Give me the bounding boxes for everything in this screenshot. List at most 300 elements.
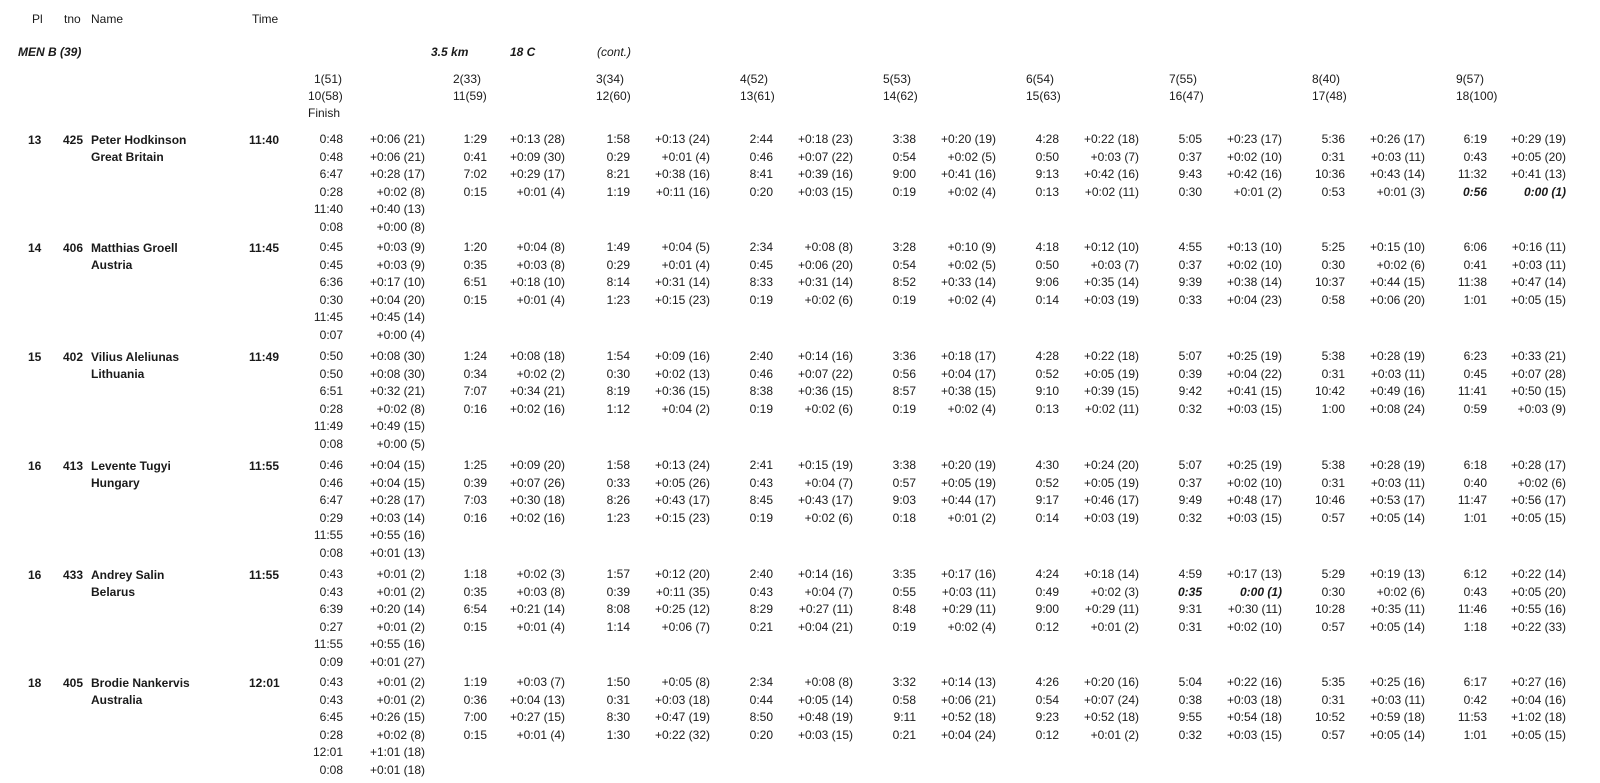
split-time: 1:01	[1463, 292, 1487, 307]
split-time: 8:08	[606, 602, 630, 616]
split-behind: +0:06 (7)	[661, 619, 710, 634]
split-time: 0:56	[892, 366, 916, 381]
split-time: 1:12	[606, 401, 630, 416]
split-time: 9:43	[1178, 167, 1202, 181]
split-behind: +0:04 (2)	[661, 401, 710, 416]
split-time: 7:03	[463, 493, 487, 507]
split-behind: +0:02 (3)	[516, 567, 565, 581]
runner-place: 15	[28, 350, 42, 364]
split-behind: +0:43 (14)	[1369, 167, 1425, 181]
split-time: 1:49	[606, 240, 630, 254]
split-time: 0:43	[749, 475, 773, 490]
runner-place: 18	[28, 676, 42, 690]
split-time: 0:28	[319, 184, 343, 199]
split-behind: +0:44 (15)	[1369, 275, 1425, 289]
split-behind: +0:29 (11)	[1084, 602, 1139, 616]
split-time: 11:47	[1457, 493, 1487, 507]
split-behind: +0:04 (7)	[804, 584, 853, 599]
control-header-label: 2(33)	[453, 72, 482, 86]
split-behind: +0:01 (18)	[369, 762, 425, 777]
split-behind: +1:01 (18)	[369, 745, 425, 759]
split-behind: +0:03 (8)	[516, 584, 565, 599]
split-behind: +0:25 (16)	[1369, 675, 1425, 689]
split-behind: +0:30 (11)	[1227, 602, 1282, 616]
split-time: 0:43	[1463, 149, 1487, 164]
split-behind: +0:09 (20)	[509, 458, 565, 472]
split-time: 0:19	[749, 292, 773, 307]
split-behind: +0:17 (13)	[1226, 567, 1282, 581]
split-time: 1:19	[463, 675, 487, 689]
split-behind: +0:01 (2)	[376, 692, 425, 707]
split-time: 9:17	[1035, 493, 1059, 507]
split-time: 3:32	[892, 675, 916, 689]
split-time: 8:33	[749, 275, 773, 289]
split-time: 1:20	[463, 240, 487, 254]
split-time: 9:03	[892, 493, 916, 507]
split-time: 0:57	[1321, 727, 1345, 742]
split-time: 0:19	[749, 401, 773, 416]
split-time: 6:51	[463, 275, 487, 289]
runner-time: 12:01	[249, 676, 280, 690]
runner-number: 425	[63, 133, 84, 147]
course-temperature: 18 C	[510, 45, 536, 59]
split-behind: +0:04 (17)	[940, 366, 996, 381]
split-time: 0:33	[1178, 292, 1202, 307]
split-behind: +1:02 (18)	[1510, 710, 1566, 724]
split-behind: +0:35 (11)	[1370, 602, 1425, 616]
runner-time: 11:55	[249, 459, 280, 473]
split-behind: +0:05 (20)	[1510, 584, 1566, 599]
class-name: MEN B (39)	[18, 45, 82, 59]
split-time: 8:45	[749, 493, 773, 507]
split-time: 6:45	[319, 710, 343, 724]
split-behind: +0:01 (4)	[516, 727, 565, 742]
split-time: 11:46	[1457, 602, 1487, 616]
split-behind: +0:05 (19)	[940, 475, 996, 490]
split-time: 0:15	[463, 184, 487, 199]
split-time: 8:48	[892, 602, 916, 616]
split-time: 0:43	[319, 584, 343, 599]
split-behind: +0:05 (20)	[1510, 149, 1566, 164]
split-behind: +0:02 (13)	[654, 366, 710, 381]
split-time: 0:29	[319, 510, 343, 525]
split-behind: +0:07 (26)	[509, 475, 565, 490]
split-behind: +0:02 (4)	[947, 292, 996, 307]
split-time: 0:43	[319, 567, 343, 581]
split-behind: +0:36 (15)	[654, 384, 710, 398]
split-behind: +0:29 (17)	[509, 167, 565, 181]
split-time: 0:08	[319, 762, 343, 777]
split-behind: +0:05 (14)	[1369, 510, 1425, 525]
split-time: 0:54	[892, 257, 916, 272]
split-time: 0:19	[892, 184, 916, 199]
split-time: 9:00	[892, 167, 916, 181]
split-time: 9:06	[1035, 275, 1059, 289]
split-time: 2:34	[749, 675, 773, 689]
split-behind: +0:02 (8)	[376, 727, 425, 742]
control-header-label: 3(34)	[596, 72, 625, 86]
runner-country: Great Britain	[91, 150, 164, 164]
split-time: 5:05	[1178, 132, 1202, 146]
split-behind: +0:03 (9)	[376, 257, 425, 272]
control-header-label: 4(52)	[740, 72, 769, 86]
split-behind: +0:05 (19)	[1083, 475, 1139, 490]
split-behind: +0:02 (6)	[1517, 475, 1566, 490]
split-time: 2:41	[749, 458, 773, 472]
split-behind: +0:36 (15)	[797, 384, 853, 398]
split-time: 5:36	[1321, 132, 1345, 146]
split-time: 6:17	[1463, 675, 1487, 689]
control-header-label: 11(59)	[453, 89, 487, 103]
runner-name: Andrey Salin	[91, 568, 165, 582]
split-behind: +0:53 (17)	[1369, 493, 1425, 507]
split-time: 0:19	[892, 619, 916, 634]
split-time: 10:42	[1314, 384, 1345, 398]
split-behind: +0:55 (16)	[369, 528, 425, 542]
split-time: 3:36	[892, 349, 916, 363]
split-time: 1:25	[463, 458, 487, 472]
split-behind: +0:17 (16)	[940, 567, 996, 581]
split-behind: +0:03 (19)	[1083, 510, 1139, 525]
split-time: 0:33	[606, 475, 630, 490]
split-time: 0:52	[1035, 475, 1059, 490]
header-name: Name	[91, 12, 124, 26]
split-time: 0:08	[319, 545, 343, 560]
split-behind: +0:14 (16)	[797, 567, 853, 581]
split-time: 0:39	[606, 584, 630, 599]
split-time: 0:32	[1178, 510, 1202, 525]
split-behind: +0:03 (18)	[654, 692, 710, 707]
split-time: 0:31	[606, 692, 630, 707]
runner-name: Vilius Aleliunas	[91, 350, 180, 364]
continued-label: (cont.)	[597, 45, 632, 59]
split-behind: +0:04 (22)	[1226, 366, 1282, 381]
split-time: 3:28	[892, 240, 916, 254]
split-behind: +0:02 (16)	[509, 401, 565, 416]
split-time: 0:54	[1035, 692, 1059, 707]
split-behind: +0:04 (20)	[369, 292, 425, 307]
split-behind: +0:06 (20)	[797, 257, 853, 272]
split-behind: +0:03 (11)	[941, 584, 996, 599]
split-time: 8:52	[892, 275, 916, 289]
split-time: 0:32	[1178, 727, 1202, 742]
runner-name: Peter Hodkinson	[91, 133, 187, 147]
split-time: 8:29	[749, 602, 773, 616]
split-behind: +0:03 (11)	[1370, 692, 1425, 707]
split-time: 7:00	[463, 710, 487, 724]
split-time: 0:55	[892, 584, 916, 599]
split-behind: +0:05 (14)	[797, 692, 853, 707]
split-behind: +0:01 (4)	[661, 257, 710, 272]
split-time: 6:06	[1463, 240, 1487, 254]
split-behind: +0:41 (15)	[1226, 384, 1282, 398]
split-time: 0:46	[749, 149, 773, 164]
split-behind: +0:11 (35)	[655, 584, 710, 599]
split-behind: +0:18 (17)	[940, 349, 996, 363]
split-time: 0:29	[606, 149, 630, 164]
split-time: 6:12	[1463, 567, 1487, 581]
split-time: 6:36	[319, 275, 343, 289]
split-behind: +0:42 (16)	[1083, 167, 1139, 181]
split-time: 7:02	[463, 167, 487, 181]
split-behind: +0:29 (19)	[1510, 132, 1566, 146]
split-time: 0:54	[892, 149, 916, 164]
split-behind: +0:48 (17)	[1226, 493, 1282, 507]
split-time: 4:28	[1035, 349, 1059, 363]
split-behind: +0:08 (8)	[804, 675, 853, 689]
split-time: 11:45	[313, 310, 343, 324]
split-behind: 0:00 (1)	[1239, 584, 1282, 599]
split-behind: +0:03 (11)	[1370, 475, 1425, 490]
split-behind: +0:02 (6)	[804, 401, 853, 416]
split-time: 0:52	[1035, 366, 1059, 381]
split-time: 9:49	[1178, 493, 1202, 507]
split-time: 4:59	[1178, 567, 1202, 581]
split-behind: +0:02 (6)	[804, 292, 853, 307]
split-time: 0:31	[1321, 366, 1345, 381]
runner-place: 16	[28, 459, 42, 473]
split-time: 2:44	[749, 132, 773, 146]
split-behind: +0:06 (21)	[369, 132, 425, 146]
split-time: 1:24	[463, 349, 487, 363]
split-time: 2:40	[749, 349, 773, 363]
split-behind: +0:08 (24)	[1369, 401, 1425, 416]
split-behind: +0:20 (19)	[940, 132, 996, 146]
split-time: 0:31	[1321, 475, 1345, 490]
split-behind: +0:44 (17)	[940, 493, 996, 507]
split-time: 0:53	[1321, 184, 1345, 199]
split-behind: +0:47 (14)	[1510, 275, 1566, 289]
split-behind: +0:40 (13)	[369, 202, 425, 216]
split-time: 1:23	[606, 292, 630, 307]
runner-number: 405	[63, 676, 84, 690]
split-behind: +0:25 (19)	[1226, 458, 1282, 472]
split-time: 1:23	[606, 510, 630, 525]
split-behind: +0:10 (9)	[947, 240, 996, 254]
split-time: 0:42	[1463, 692, 1487, 707]
split-behind: +0:20 (14)	[369, 602, 425, 616]
split-time: 0:18	[892, 510, 916, 525]
split-behind: +0:28 (19)	[1369, 349, 1425, 363]
split-time: 11:49	[313, 419, 343, 433]
split-time: 1:18	[1463, 619, 1487, 634]
split-behind: +0:29 (11)	[941, 602, 996, 616]
split-behind: 0:00 (1)	[1523, 184, 1566, 199]
split-behind: +0:08 (30)	[369, 349, 425, 363]
split-time: 0:57	[1321, 510, 1345, 525]
split-behind: +0:03 (11)	[1370, 149, 1425, 164]
split-time: 1:14	[606, 619, 630, 634]
split-behind: +0:07 (22)	[797, 366, 853, 381]
split-time: 0:58	[1321, 292, 1345, 307]
split-behind: +0:01 (2)	[376, 619, 425, 634]
runner-number: 402	[63, 350, 84, 364]
split-behind: +0:05 (15)	[1510, 510, 1566, 525]
split-time: 0:43	[319, 675, 343, 689]
split-behind: +0:03 (8)	[516, 257, 565, 272]
split-time: 0:12	[1035, 619, 1059, 634]
split-time: 9:10	[1035, 384, 1059, 398]
split-behind: +0:05 (15)	[1510, 727, 1566, 742]
split-time: 1:54	[606, 349, 630, 363]
split-time: 0:50	[1035, 257, 1059, 272]
split-behind: +0:02 (3)	[1090, 584, 1139, 599]
split-time: 5:29	[1321, 567, 1345, 581]
split-behind: +0:03 (15)	[1226, 727, 1282, 742]
split-behind: +0:02 (10)	[1226, 619, 1282, 634]
split-behind: +0:01 (4)	[516, 184, 565, 199]
control-header-label: 16(47)	[1169, 89, 1204, 103]
split-behind: +0:55 (16)	[1510, 602, 1566, 616]
split-behind: +0:04 (13)	[509, 692, 565, 707]
split-time: 9:42	[1178, 384, 1202, 398]
split-time: 0:31	[1321, 692, 1345, 707]
split-time: 0:30	[606, 366, 630, 381]
split-behind: +0:01 (2)	[1233, 184, 1282, 199]
split-time: 1:50	[606, 675, 630, 689]
split-time: 0:37	[1178, 257, 1202, 272]
split-behind: +0:03 (15)	[1226, 510, 1282, 525]
split-time: 0:29	[606, 257, 630, 272]
split-behind: +0:54 (18)	[1226, 710, 1282, 724]
split-time: 0:44	[749, 692, 773, 707]
split-time: 0:19	[892, 401, 916, 416]
split-time: 0:37	[1178, 475, 1202, 490]
split-time: 5:35	[1321, 675, 1345, 689]
split-behind: +0:34 (21)	[509, 384, 565, 398]
split-behind: +0:39 (15)	[1083, 384, 1139, 398]
split-behind: +0:02 (11)	[1084, 401, 1139, 416]
course-distance: 3.5 km	[431, 45, 469, 59]
split-time: 0:15	[463, 727, 487, 742]
control-header-label: 6(54)	[1026, 72, 1055, 86]
split-behind: +0:14 (13)	[940, 675, 996, 689]
split-behind: +0:02 (4)	[947, 619, 996, 634]
runner-name: Matthias Groell	[91, 241, 178, 255]
split-behind: +0:08 (8)	[804, 240, 853, 254]
split-time: 6:18	[1463, 458, 1487, 472]
split-time: 0:14	[1035, 292, 1059, 307]
split-behind: +0:02 (6)	[804, 510, 853, 525]
control-header-label: 13(61)	[740, 89, 775, 103]
split-time: 0:46	[749, 366, 773, 381]
split-behind: +0:22 (33)	[1510, 619, 1566, 634]
split-time: 8:57	[892, 384, 916, 398]
split-behind: +0:03 (11)	[1511, 257, 1566, 272]
split-time: 0:45	[319, 240, 343, 254]
split-behind: +0:02 (4)	[947, 401, 996, 416]
split-time: 1:58	[606, 132, 630, 146]
split-time: 0:30	[1178, 184, 1202, 199]
split-time: 0:39	[463, 475, 487, 490]
split-time: 8:30	[606, 710, 630, 724]
split-time: 8:19	[606, 384, 630, 398]
split-time: 0:57	[1321, 619, 1345, 634]
split-time: 4:26	[1035, 675, 1059, 689]
split-behind: +0:01 (2)	[376, 567, 425, 581]
split-behind: +0:01 (3)	[1376, 184, 1425, 199]
runner-country: Austria	[91, 258, 133, 272]
split-behind: +0:35 (14)	[1083, 275, 1139, 289]
split-behind: +0:45 (14)	[369, 310, 425, 324]
split-behind: +0:28 (17)	[1510, 458, 1566, 472]
split-time: 11:55	[313, 637, 343, 651]
split-time: 0:31	[1321, 149, 1345, 164]
split-time: 0:43	[319, 692, 343, 707]
split-behind: +0:03 (9)	[376, 240, 425, 254]
split-time: 0:36	[463, 692, 487, 707]
split-behind: +0:55 (16)	[369, 637, 425, 651]
split-time: 0:50	[319, 349, 343, 363]
split-time: 9:23	[1035, 710, 1059, 724]
split-behind: +0:22 (18)	[1083, 132, 1139, 146]
split-time: 0:46	[319, 458, 343, 472]
split-behind: +0:15 (10)	[1369, 240, 1425, 254]
split-behind: +0:01 (2)	[1090, 619, 1139, 634]
split-time: 0:30	[319, 292, 343, 307]
split-behind: +0:02 (10)	[1226, 257, 1282, 272]
split-time: 0:12	[1035, 727, 1059, 742]
split-behind: +0:03 (14)	[369, 510, 425, 525]
split-behind: +0:02 (10)	[1226, 149, 1282, 164]
split-behind: +0:31 (14)	[797, 275, 853, 289]
split-behind: +0:25 (19)	[1226, 349, 1282, 363]
control-header-label: 12(60)	[596, 89, 631, 103]
split-time: 0:41	[463, 149, 487, 164]
split-time: 0:21	[749, 619, 773, 634]
split-behind: +0:31 (14)	[654, 275, 710, 289]
split-behind: +0:07 (24)	[1083, 692, 1139, 707]
split-time: 1:30	[606, 727, 630, 742]
split-behind: +0:01 (2)	[376, 675, 425, 689]
control-header-label: Finish	[308, 106, 341, 120]
split-behind: +0:01 (4)	[516, 292, 565, 307]
split-behind: +0:28 (19)	[1369, 458, 1425, 472]
split-behind: +0:22 (32)	[654, 727, 710, 742]
split-time: 0:34	[463, 366, 487, 381]
split-time: 0:50	[319, 366, 343, 381]
split-behind: +0:13 (28)	[509, 132, 565, 146]
split-behind: +0:52 (18)	[940, 710, 996, 724]
control-header-label: 14(62)	[883, 89, 918, 103]
split-time: 0:59	[1463, 401, 1487, 416]
split-behind: +0:05 (14)	[1369, 727, 1425, 742]
split-behind: +0:05 (26)	[654, 475, 710, 490]
split-time: 8:38	[749, 384, 773, 398]
control-header-label: 5(53)	[883, 72, 912, 86]
split-time: 4:28	[1035, 132, 1059, 146]
split-behind: +0:06 (21)	[369, 149, 425, 164]
split-time: 5:38	[1321, 349, 1345, 363]
split-time: 6:51	[319, 384, 343, 398]
split-time: 11:53	[1457, 710, 1487, 724]
split-behind: +0:28 (17)	[369, 493, 425, 507]
split-behind: +0:04 (8)	[516, 240, 565, 254]
split-behind: +0:23 (17)	[1226, 132, 1282, 146]
split-time: 5:07	[1178, 458, 1202, 472]
runner-name: Levente Tugyi	[91, 459, 171, 473]
split-behind: +0:04 (16)	[1510, 692, 1566, 707]
split-behind: +0:16 (11)	[1511, 240, 1566, 254]
split-time: 0:28	[319, 727, 343, 742]
split-time: 9:11	[893, 710, 916, 724]
split-time: 4:18	[1035, 240, 1059, 254]
split-time: 0:13	[1035, 401, 1059, 416]
split-time: 1:19	[606, 184, 630, 199]
header-pl: Pl	[32, 12, 43, 26]
header-time: Time	[252, 12, 279, 26]
split-behind: +0:24 (20)	[1083, 458, 1139, 472]
